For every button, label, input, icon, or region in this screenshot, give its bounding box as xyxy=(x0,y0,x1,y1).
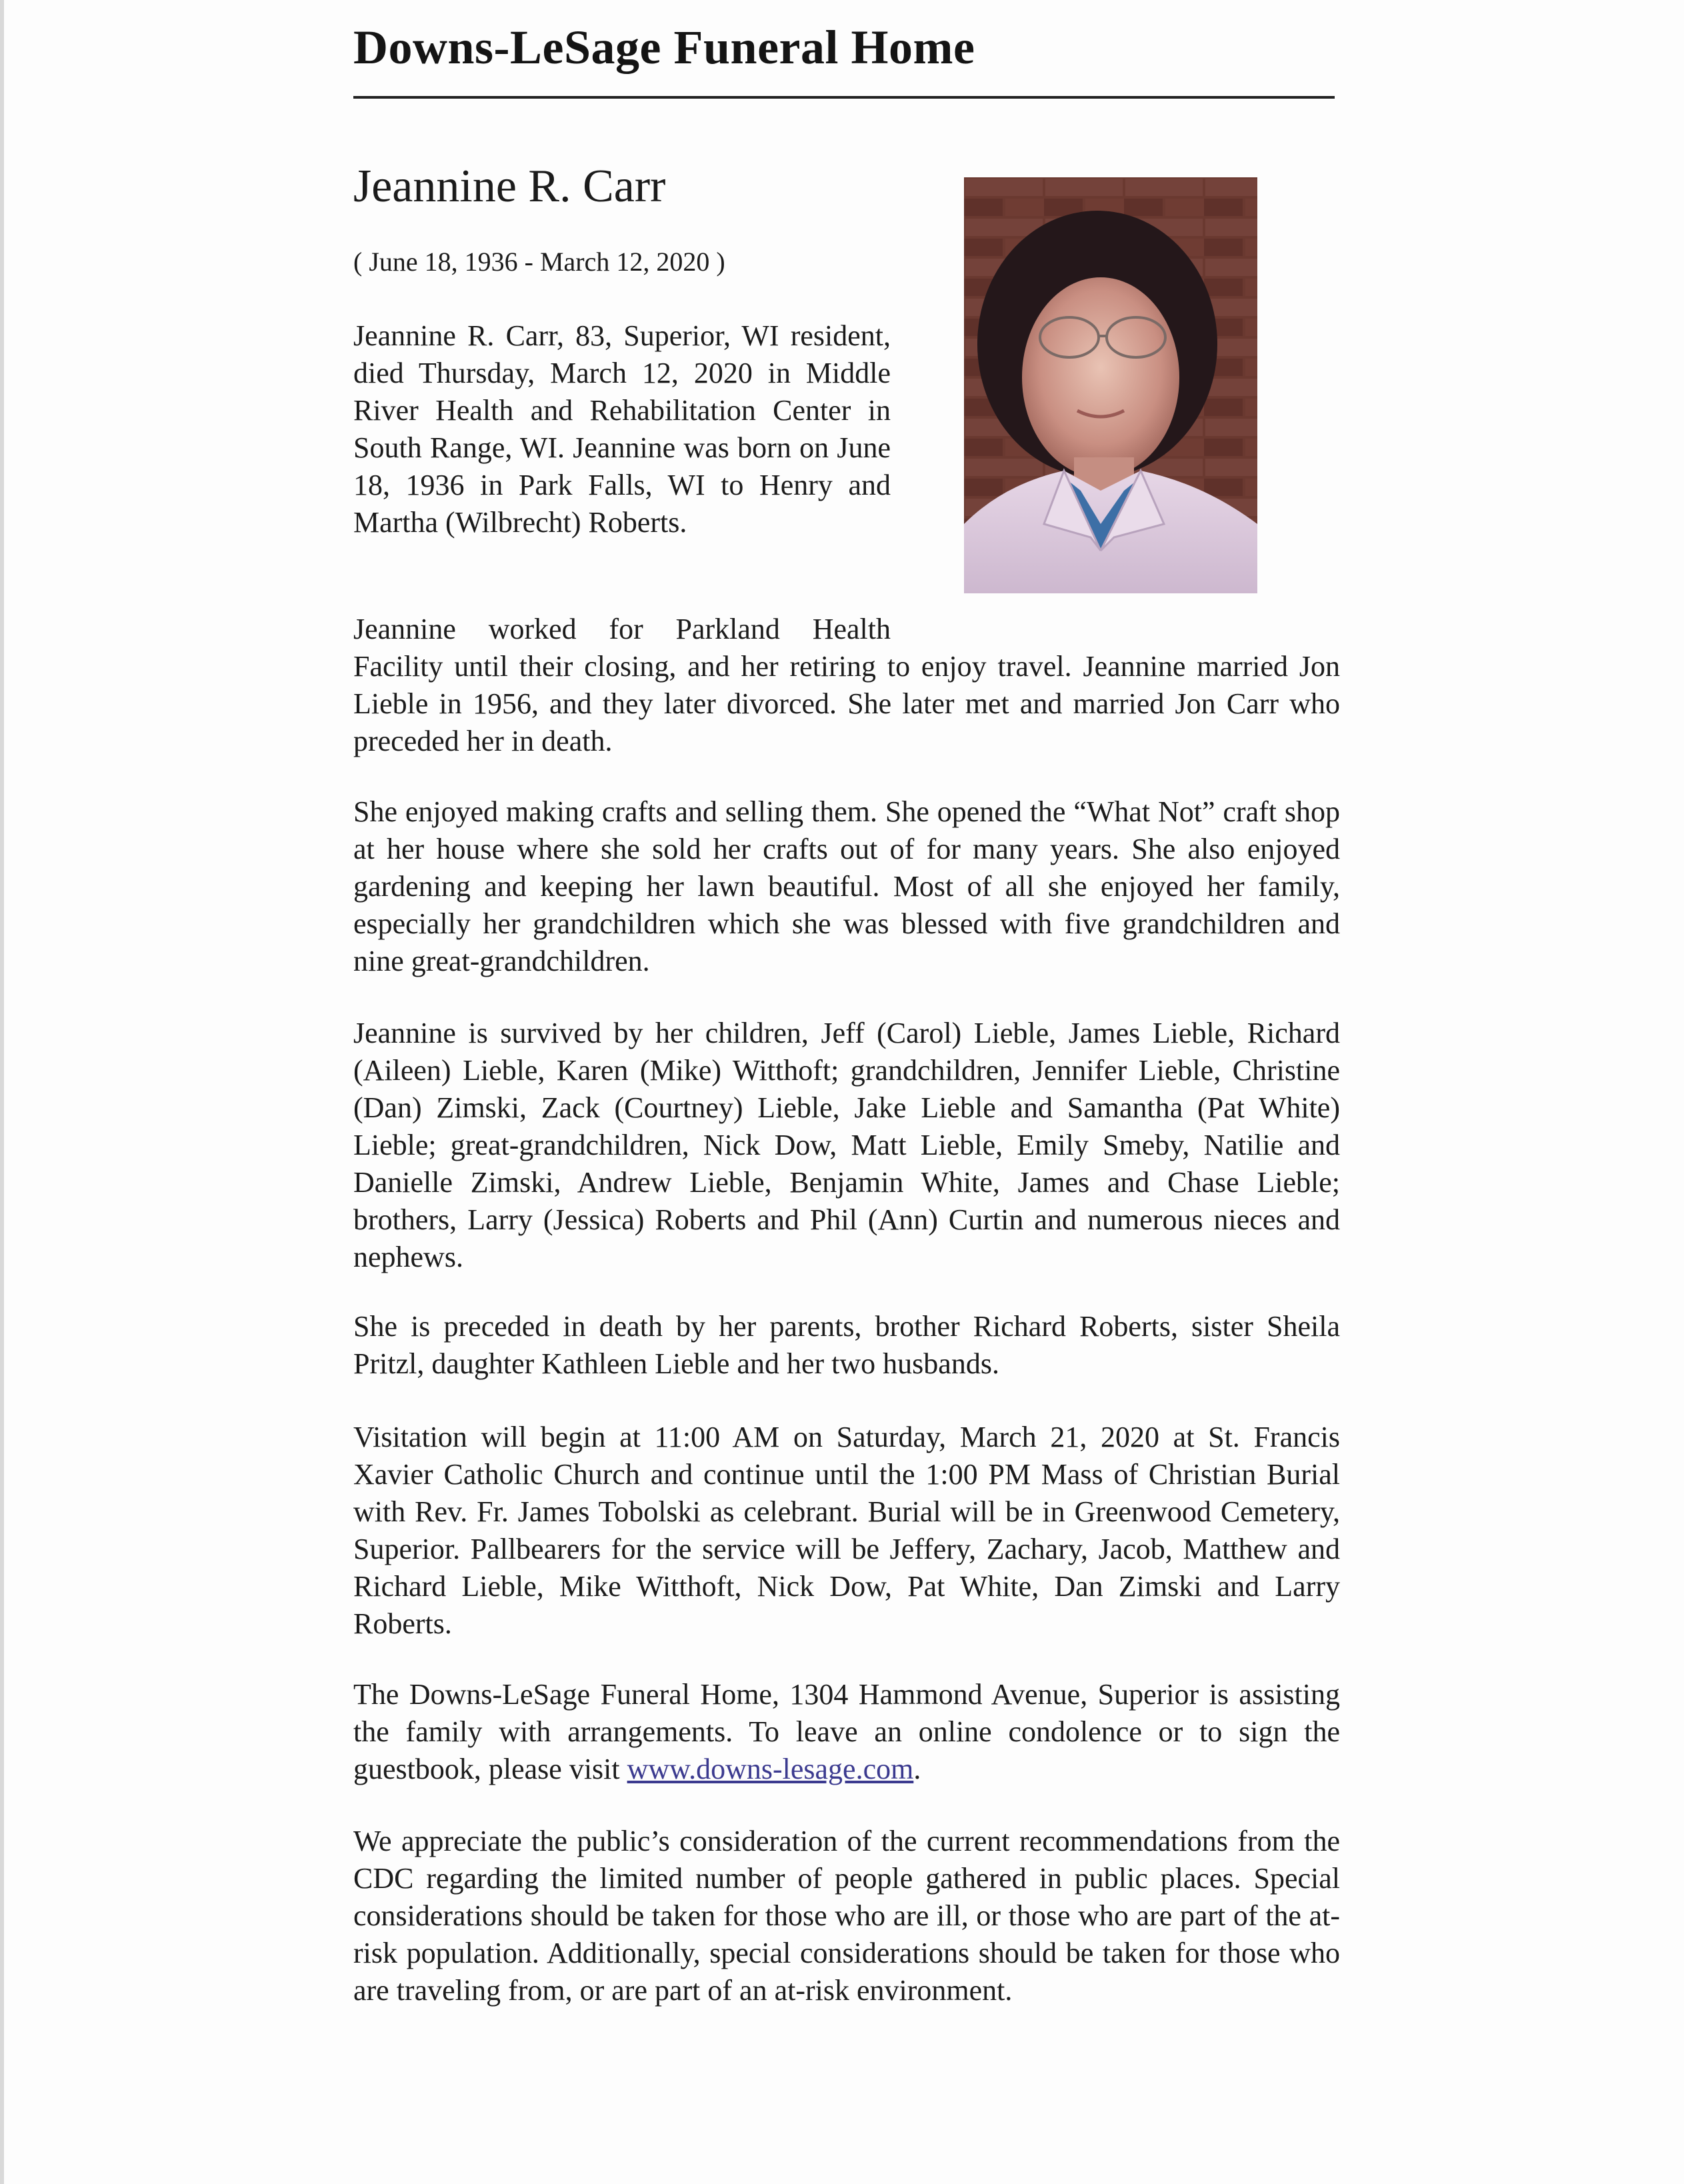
life-dates: ( June 18, 1936 - March 12, 2020 ) xyxy=(353,247,725,277)
obituary-paragraph-4: Jeannine is survived by her children, Jeff (Carol) Lieble, James Lieble, Richard (Aileen) Lieble, Karen (Mike) Witthoft; grandchildren, Jennifer Lieble, Christine (Dan) Zimski, Zack (Courtney) Lieble, Jake Lieble and Samantha (Pat White) Lieble; great-grandchildren, Nick Dow, Matt Lieble, Emily Smeby, Natilie and Danielle Zimski, Andrew Lieble, Benjamin White, James and Chase Lieble; brothers, Larry (Jessica) Roberts and Phil (Ann) Curtin and numerous nieces and nephews. xyxy=(353,1017,1340,1273)
obituary-paragraph-7 xyxy=(353,1676,1340,1788)
paragraph-7-text: The Downs-LeSage Funeral Home, 1304 Hammond Avenue, Superior is assisting the family with arrangements. To leave an online condolence or to sign the guestbook, please visit xyxy=(353,1678,1340,1785)
portrait-photo xyxy=(964,177,1257,593)
obituary-paragraph-3: She enjoyed making crafts and selling them. She opened the “What Not” craft shop at her house where she sold her crafts out of for many years. She also enjoyed gardening and keeping her lawn beautiful. Most of all she enjoyed her family, especially her grandchildren which she was blessed with five grandchildren and nine great-grandchildren. xyxy=(353,795,1340,977)
paragraph-2-rest: Facility until their closing, and her retiring to enjoy travel. Jeannine married Jon Lieble in 1956, and they later divorced. She later met and married Jon Carr who preceded her in death. xyxy=(353,650,1340,757)
obituary-paragraph-5: She is preceded in death by her parents, brother Richard Roberts, sister Sheila Pritzl, daughter Kathleen Lieble and her two husbands. xyxy=(353,1310,1340,1380)
obituary-paragraph-8: We appreciate the public’s consideration of the current recommendations from the CDC regarding the limited number of people gathered in public places. Special considerations should be taken for those who are ill, or those who are part of the at-risk population. Additionally, special considerations should be taken for those who are traveling from, or are part of an at-risk environment. xyxy=(353,1825,1340,2007)
obituary-paragraph-2 xyxy=(353,611,1340,760)
obituary-name: Jeannine R. Carr xyxy=(353,161,666,212)
website-link[interactable]: www.downs-lesage.com xyxy=(627,1753,914,1785)
page-header xyxy=(353,17,1333,77)
funeral-home-title: Downs-LeSage Funeral Home xyxy=(353,21,975,74)
obituary-paragraph-1: Jeannine R. Carr, 83, Superior, WI resident, died Thursday, March 12, 2020 in Middle River Health and Rehabilitation Center in South Range, WI. Jeannine was born on June 18, 1936 in Park Falls, WI to Henry and Martha (Wilbrecht) Roberts. xyxy=(353,319,891,539)
paragraph-2-first-line: Jeannine worked for Parkland Health xyxy=(353,613,891,645)
header-divider xyxy=(353,96,1335,99)
obituary-paragraph-6: Visitation will begin at 11:00 AM on Saturday, March 21, 2020 at St. Francis Xavier Catholic Church and continue until the 1:00 PM Mass of Christian Burial with Rev. Fr. James Tobolski as celebrant. Burial will be in Greenwood Cemetery, Superior. Pallbearers for the service will be Jeffery, Zachary, Jacob, Matthew and Richard Lieble, Mike Witthoft, Nick Dow, Pat White, Dan Zimski and Larry Roberts. xyxy=(353,1421,1340,1640)
scan-edge xyxy=(0,0,4,2184)
paragraph-7-end: . xyxy=(913,1753,921,1785)
